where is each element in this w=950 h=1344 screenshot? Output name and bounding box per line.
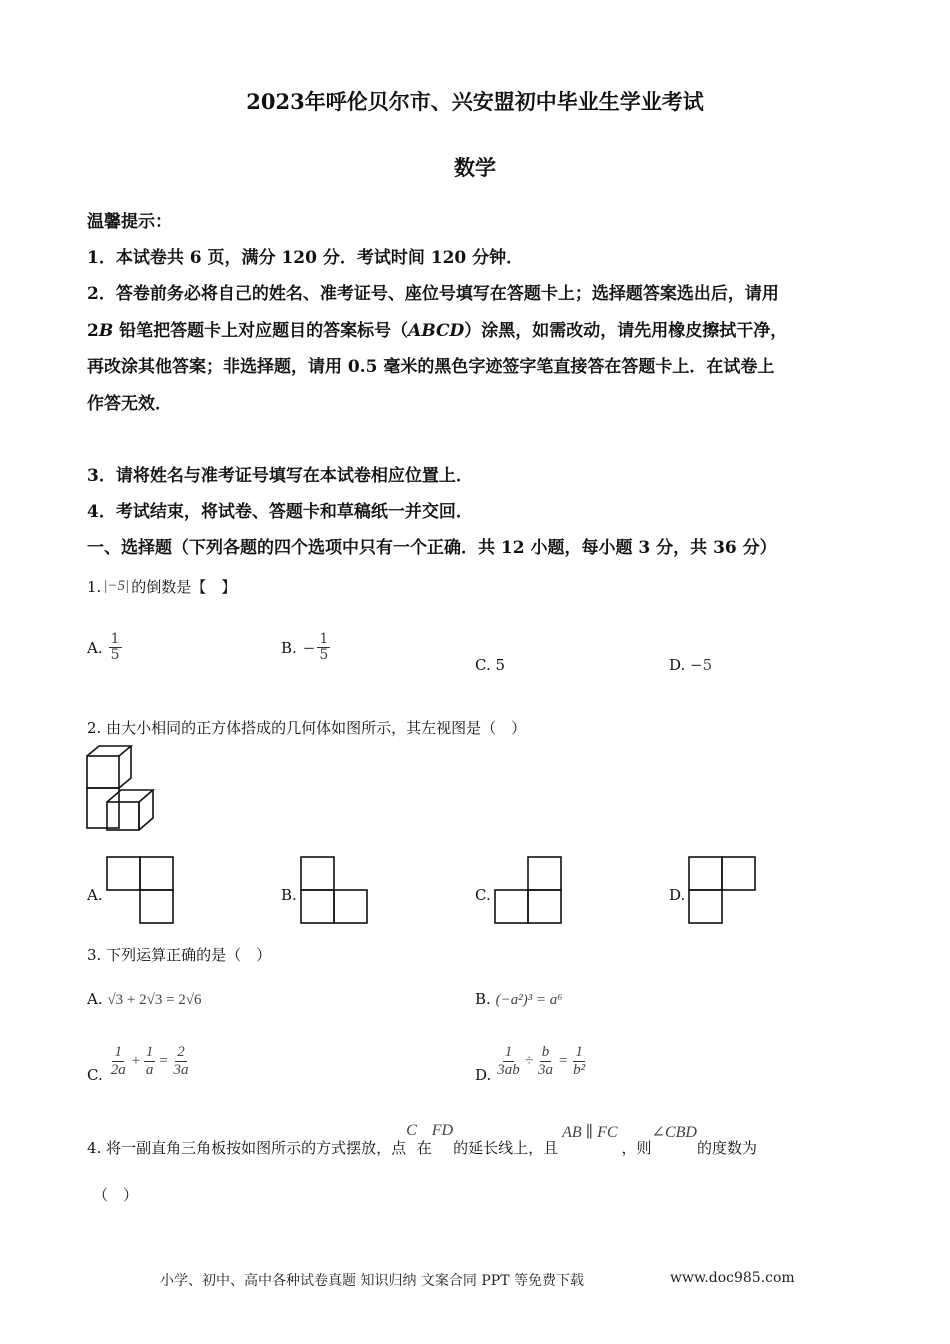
q2-option-d-view	[688, 856, 758, 926]
q1-option-a: A. $\frac{1}{5}$	[87, 631, 120, 664]
q4-answer-paren: （ ）	[93, 1186, 139, 1204]
notice-item-1: 1．本试卷共 6 页，满分 120 分．考试时间 120 分钟．	[87, 248, 524, 268]
q2-option-a-view	[106, 856, 176, 926]
q2-option-d-label: D.	[669, 886, 686, 904]
section-heading: 一、选择题（下列各题的四个选项中只有一个正确．共 12 小题，每小题 3 分，共 36 分）	[87, 538, 777, 558]
q3-option-c: C. $\frac{1}{2a}$ + $\frac{1}{a}$ = $\frac{2}{3a}$	[87, 1044, 189, 1084]
notice-item-2-line2: 2B 铅笔把答题卡上对应题目的答案标号（ABCD）涂黑，如需改动，请先用橡皮擦拭干净，	[87, 321, 788, 341]
q3-option-b: B. (−a²)³ = a⁶	[475, 990, 563, 1008]
question-2: 2. 由大小相同的正方体搭成的几何体如图所示，其左视图是（ ）	[87, 719, 527, 737]
question-3: 3. 下列运算正确的是（ ）	[87, 946, 272, 964]
question-1: 1. |−5| 的倒数是【 】	[87, 577, 237, 596]
q2-option-c-view	[494, 856, 564, 926]
q2-option-b-label: B.	[281, 886, 297, 904]
abs-expression: |−5|	[103, 578, 130, 594]
q2-option-b-view	[300, 856, 370, 926]
footer-text: 小学、初中、高中各种试卷真题 知识归纳 文案合同 PPT 等免费下载	[160, 1273, 584, 1289]
notice-item-2-line1: 2．答卷前务必将自己的姓名、准考证号、座位号填写在答题卡上；选择题答案选出后，请用	[87, 284, 779, 304]
q1-option-c: C. 5	[475, 656, 506, 674]
q2-option-c-label: C.	[475, 886, 491, 904]
notice-item-4: 4．考试结束，将试卷、答题卡和草稿纸一并交回．	[87, 502, 473, 522]
notice-item-3: 3．请将姓名与准考证号填写在本试卷相应位置上．	[87, 466, 473, 486]
cube-figure	[85, 744, 175, 834]
q2-option-a-label: A.	[87, 886, 103, 904]
notice-item-2-line3: 再改涂其他答案；非选择题，请用 0.5 毫米的黑色字迹签字笔直接答在答题卡上．在试卷上	[87, 357, 775, 377]
notice-item-2-line4: 作答无效．	[87, 394, 172, 414]
q1-option-d: D. −5	[669, 656, 713, 674]
notice-heading: 温馨提示：	[87, 212, 172, 232]
footer-url[interactable]: www.doc985.com	[670, 1270, 795, 1286]
q3-option-a: A. √3 + 2√3 = 2√6	[87, 990, 202, 1008]
question-4: 4. 将一副直角三角板按如图所示的方式摆放，点 C 在 FD 的延长线上，且 AB ∥ FC ，则 ∠CBD 的度数为	[87, 1122, 757, 1157]
q3-option-d: D. $\frac{1}{3ab}$ ÷ $\frac{b}{3a}$ = $\frac{1}{\text{b²}}$	[475, 1044, 586, 1084]
exam-title: 2023年呼伦贝尔市、兴安盟初中毕业生学业考试	[246, 89, 704, 114]
subject-title: 数学	[454, 155, 496, 180]
q1-option-b: B. − $\frac{1}{5}$	[281, 631, 329, 664]
